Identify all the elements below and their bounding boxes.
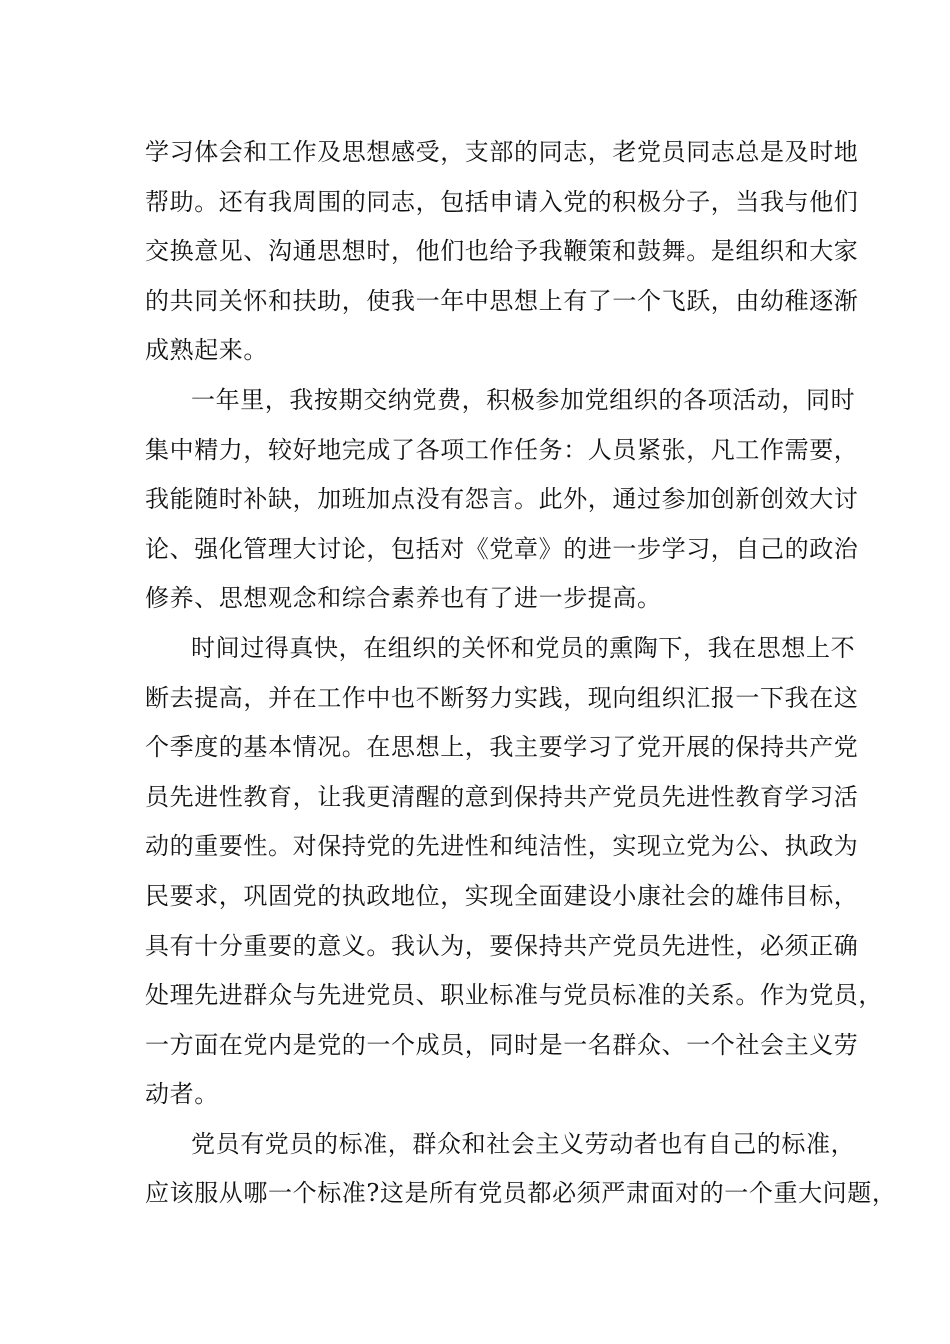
text-line: 个季度的基本情况。在思想上，我主要学习了党开展的保持共产党 [145,733,859,762]
text-line: 我能随时补缺，加班加点没有怨言。此外，通过参加创新创效大讨 [145,485,859,514]
text-line: 成熟起来。 [145,336,268,365]
text-line: 断去提高，并在工作中也不断努力实践，现向组织汇报一下我在这 [145,683,859,712]
text-line: 学习体会和工作及思想感受，支部的同志，老党员同志总是及时地 [145,138,859,166]
text-line: 处理先进群众与先进党员、职业标准与党员标准的关系。作为党员， [145,981,883,1010]
paragraph-start-line: 时间过得真快，在组织的关怀和党员的熏陶下，我在思想上不 [191,633,856,662]
text-line: 修养、思想观念和综合素养也有了进一步提高。 [145,584,662,613]
text-line: 动的重要性。对保持党的先进性和纯洁性，实现立党为公、执政为 [145,832,859,861]
paragraph-start-line: 党员有党员的标准，群众和社会主义劳动者也有自己的标准， [191,1129,856,1158]
paragraph-start-line: 一年里，我按期交纳党费，积极参加党组织的各项活动，同时 [191,385,856,414]
text-line: 应该服从哪一个标准?这是所有党员都必须严肃面对的一个重大问题， [145,1179,897,1208]
text-line: 员先进性教育，让我更清醒的意到保持共产党员先进性教育学习活 [145,782,859,811]
text-line: 具有十分重要的意义。我认为，要保持共产党员先进性，必须正确 [145,931,859,960]
text-line: 动者。 [145,1080,219,1109]
text-line: 的共同关怀和扶助，使我一年中思想上有了一个飞跃，由幼稚逐渐 [145,286,859,315]
text-line: 集中精力，较好地完成了各项工作任务：人员紧张，凡工作需要， [145,435,859,464]
text-line: 帮助。还有我周围的同志，包括申请入党的积极分子，当我与他们 [145,187,859,216]
text-line: 交换意见、沟通思想时，他们也给予我鞭策和鼓舞。是组织和大家 [145,237,859,266]
body-text [145,128,897,1219]
text-line: 民要求，巩固党的执政地位，实现全面建设小康社会的雄伟目标， [145,881,859,910]
text-line: 一方面在党内是党的一个成员，同时是一名群众、一个社会主义劳 [145,1030,859,1059]
text-line: 论、强化管理大讨论，包括对《党章》的进一步学习，自己的政治 [145,534,859,563]
